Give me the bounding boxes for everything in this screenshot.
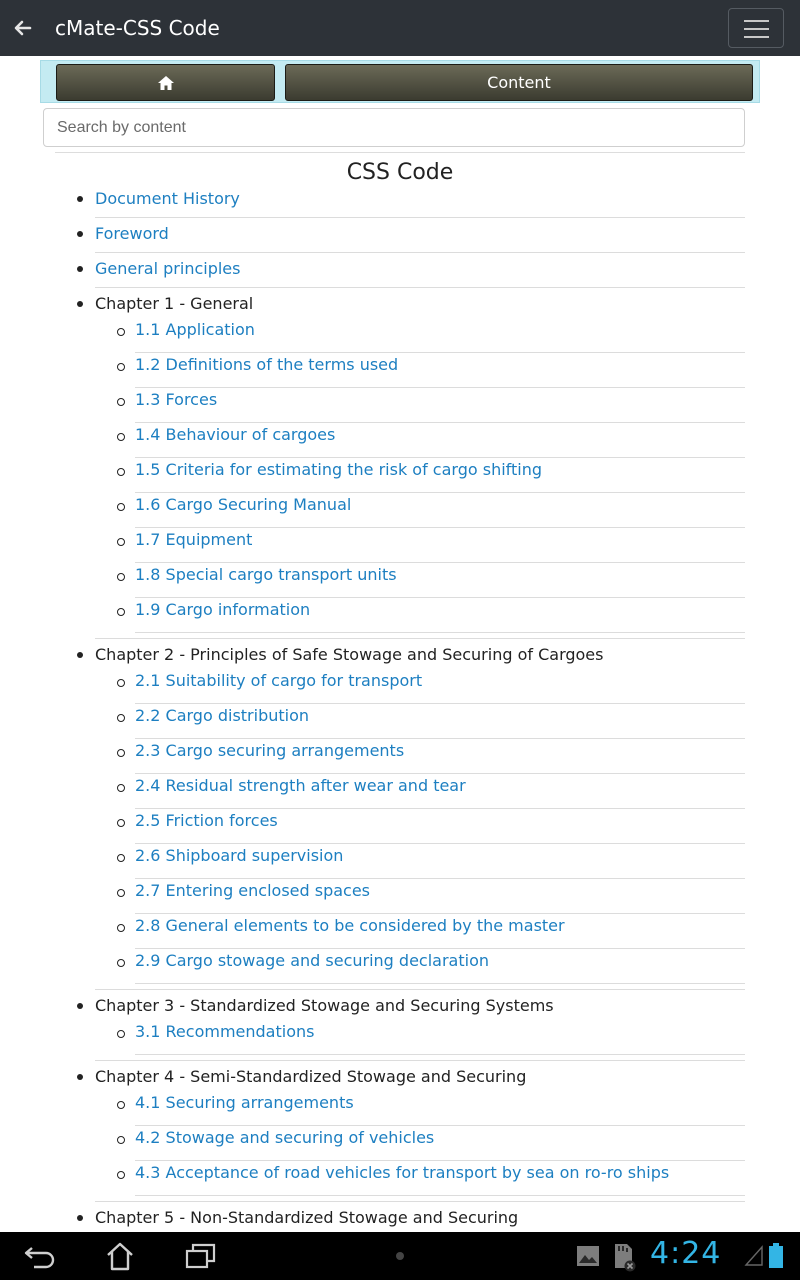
toc-link[interactable]: 4.1 Securing arrangements [135,1093,354,1112]
toc-link[interactable]: 1.1 Application [135,320,255,339]
list-item[interactable] [135,704,745,739]
dot-icon [395,1251,405,1261]
toc-link[interactable]: 4.2 Stowage and securing of vehicles [135,1128,435,1147]
home-button[interactable] [56,64,275,101]
list-item[interactable] [135,528,745,563]
circle-bullet [117,749,125,757]
home-icon[interactable] [104,1240,136,1272]
toc-link[interactable]: 2.3 Cargo securing arrangements [135,741,405,760]
list-item[interactable] [135,844,745,879]
chapter-2 [95,639,745,990]
toc-link[interactable]: Document History [95,189,240,208]
circle-bullet [117,398,125,406]
list-item[interactable] [135,353,745,388]
recent-apps-icon[interactable] [184,1242,218,1270]
bullet [77,196,83,202]
chapter-4 [95,1061,745,1202]
list-item[interactable] [135,1020,745,1055]
bullet [77,231,83,237]
circle-bullet [117,608,125,616]
circle-bullet [117,784,125,792]
app-title: cMate-CSS Code [55,16,220,40]
circle-bullet [117,679,125,687]
list-item[interactable] [135,739,745,774]
list-item[interactable] [135,1091,745,1126]
back-arrow-icon[interactable] [10,15,36,41]
toc-link[interactable]: 1.5 Criteria for estimating the risk of cargo shifting [135,460,543,479]
list-item[interactable] [135,598,745,633]
circle-bullet [117,433,125,441]
list-item[interactable] [135,493,745,528]
circle-bullet [117,503,125,511]
toc-link[interactable]: 2.4 Residual strength after wear and tear [135,776,466,795]
list-item[interactable] [135,388,745,423]
home-icon [157,75,175,91]
circle-bullet [117,328,125,336]
toc-link[interactable]: Foreword [95,224,169,243]
content-button[interactable]: Content [285,64,753,101]
table-of-contents [0,183,800,1273]
list-item[interactable] [135,914,745,949]
gallery-notification-icon [576,1245,600,1267]
list-item[interactable] [135,669,745,704]
toc-link[interactable]: 1.9 Cargo information [135,600,311,619]
circle-bullet [117,538,125,546]
toc-link[interactable]: 2.2 Cargo distribution [135,706,310,725]
sd-card-icon [610,1242,638,1272]
list-item[interactable] [135,563,745,598]
toc-link[interactable]: 2.8 General elements to be considered by the master [135,916,565,935]
bullet [77,266,83,272]
system-nav-bar [0,1232,800,1280]
list-item[interactable] [135,949,745,984]
bullet [77,301,83,307]
list-item[interactable] [135,809,745,844]
chapter-title: Chapter 3 - Standardized Stowage and Securing Systems [95,996,554,1015]
list-item[interactable] [135,423,745,458]
list-item[interactable] [135,1126,745,1161]
toc-item-document-history[interactable] [95,183,745,218]
divider [55,152,745,153]
toc-link[interactable]: 1.7 Equipment [135,530,253,549]
toc-link[interactable]: 1.6 Cargo Securing Manual [135,495,352,514]
chapter-3 [95,990,745,1061]
toc-link[interactable]: 1.3 Forces [135,390,218,409]
bullet [77,652,83,658]
circle-bullet [117,573,125,581]
page-title: CSS Code [346,160,454,185]
bullet [77,1003,83,1009]
circle-bullet [117,1136,125,1144]
circle-bullet [117,1101,125,1109]
toc-link[interactable]: 2.6 Shipboard supervision [135,846,344,865]
toc-link[interactable]: 2.7 Entering enclosed spaces [135,881,371,900]
hamburger-icon [744,28,769,30]
circle-bullet [117,363,125,371]
hamburger-icon [744,36,769,38]
signal-icon [744,1245,764,1267]
toc-link[interactable]: 4.3 Acceptance of road vehicles for transport by sea on ro-ro ships [135,1163,670,1182]
circle-bullet [117,889,125,897]
list-item[interactable] [135,774,745,809]
circle-bullet [117,1171,125,1179]
menu-button[interactable] [728,8,784,48]
bullet [77,1215,83,1221]
toc-link[interactable]: 2.9 Cargo stowage and securing declaration [135,951,489,970]
toc-item-foreword[interactable] [95,218,745,253]
circle-bullet [117,854,125,862]
bullet [77,1074,83,1080]
nav-bar [40,60,760,103]
toc-link[interactable]: General principles [95,259,241,278]
toc-item-general-principles[interactable] [95,253,745,288]
toc-link[interactable]: 2.1 Suitability of cargo for transport [135,671,423,690]
chapter-title: Chapter 5 - Non-Standardized Stowage and Securing [95,1208,519,1227]
clock: 4:24 [650,1236,722,1271]
toc-link[interactable]: 2.5 Friction forces [135,811,278,830]
search-input[interactable] [43,108,745,147]
list-item[interactable] [135,318,745,353]
circle-bullet [117,714,125,722]
circle-bullet [117,1030,125,1038]
hamburger-icon [744,20,769,22]
circle-bullet [117,924,125,932]
toc-link[interactable]: 1.4 Behaviour of cargoes [135,425,336,444]
app-bar [0,0,800,56]
circle-bullet [117,468,125,476]
list-item[interactable] [135,458,745,493]
chapter-title: Chapter 2 - Principles of Safe Stowage and Securing of Cargoes [95,645,604,664]
list-item[interactable] [135,1161,745,1196]
chapter-1 [95,288,745,639]
list-item[interactable] [135,879,745,914]
toc-link[interactable]: 1.2 Definitions of the terms used [135,355,399,374]
toc-link[interactable]: 1.8 Special cargo transport units [135,565,397,584]
circle-bullet [117,959,125,967]
battery-icon [768,1242,784,1270]
circle-bullet [117,819,125,827]
chapter-title: Chapter 1 - General [95,294,254,313]
back-icon[interactable] [22,1242,58,1270]
toc-link[interactable]: 3.1 Recommendations [135,1022,315,1041]
chapter-title: Chapter 4 - Semi-Standardized Stowage and Securing [95,1067,527,1086]
